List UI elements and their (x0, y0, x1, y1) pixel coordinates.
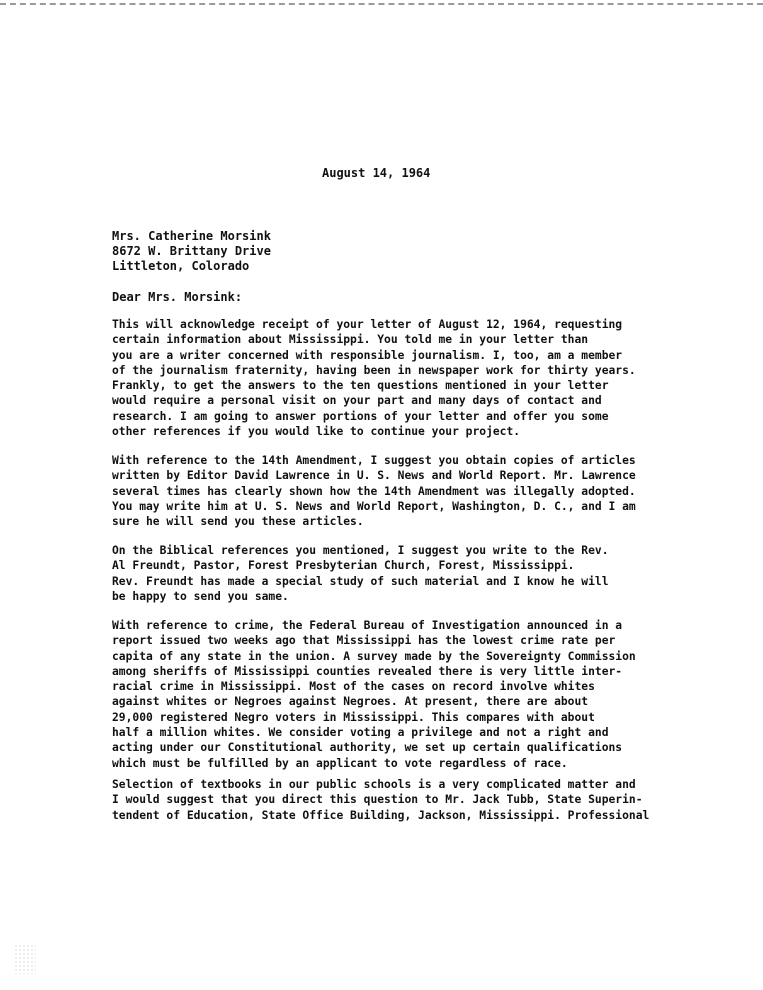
recipient-address (112, 229, 271, 274)
text-line: racial crime in Mississippi. Most of the cases on record involve whites (112, 680, 595, 694)
recipient-city: Littleton, Colorado (112, 259, 250, 273)
paragraph-textbooks (112, 777, 649, 823)
text-line: written by Editor David Lawrence in U. S. News and World Report. Mr. Lawrence (112, 469, 636, 483)
text-line: research. I am going to answer portions of your letter and offer you some (112, 409, 609, 423)
text-line: against whites or Negroes against Negroes. At present, there are about (112, 695, 589, 709)
text-line: certain information about Mississippi. You told me in your letter than (112, 333, 589, 347)
text-line: This will acknowledge receipt of your letter of August 12, 1964, requesting (112, 318, 623, 331)
text-line: be happy to send you same. (112, 589, 289, 603)
paragraph-acknowledgement (112, 317, 636, 439)
text-line: With reference to the 14th Amendment, I suggest you obtain copies of articles (112, 454, 636, 467)
text-line: acting under our Constitutional authority, we set up certain qualifications (112, 741, 623, 755)
text-line: you are a writer concerned with responsible journalism. I, too, am a member (112, 348, 623, 362)
text-line: Selection of textbooks in our public schools is a very complicated matter and (112, 778, 636, 791)
text-line: 29,000 registered Negro voters in Mississippi. This compares with about (112, 710, 595, 724)
text-line: Rev. Freundt has made a special study of such material and I know he will (112, 574, 609, 588)
text-line: of the journalism fraternity, having been in newspaper work for thirty years. (112, 363, 636, 377)
text-line: sure he will send you these articles. (112, 515, 364, 529)
page-top-edge (0, 0, 763, 5)
paragraph-biblical-references (112, 543, 609, 604)
text-line: half a million whites. We consider voting a privilege and not a right and (112, 726, 609, 740)
text-line: several times has clearly shown how the 14th Amendment was illegally adopted. (112, 484, 636, 498)
letter-date: August 14, 1964 (322, 166, 431, 180)
text-line: which must be fulfilled by an applicant to vote regardless of race. (112, 756, 568, 770)
recipient-street: 8672 W. Brittany Drive (112, 244, 271, 258)
text-line: Al Freundt, Pastor, Forest Presbyterian Church, Forest, Mississippi. (112, 559, 575, 573)
recipient-name: Mrs. Catherine Morsink (112, 229, 271, 243)
scan-noise (14, 944, 36, 974)
text-line: capita of any state in the union. A survey made by the Sovereignty Commission (112, 649, 636, 663)
text-line: I would suggest that you direct this question to Mr. Jack Tubb, State Superin- (112, 793, 643, 807)
text-line: would require a personal visit on your part and many days of contact and (112, 394, 602, 408)
text-line: report issued two weeks ago that Mississippi has the lowest crime rate per (112, 634, 616, 648)
text-line: tendent of Education, State Office Building, Jackson, Mississippi. Professional (112, 808, 650, 822)
paragraph-crime (112, 618, 636, 771)
text-line: among sheriffs of Mississippi counties revealed there is very little inter- (112, 664, 623, 678)
text-line: other references if you would like to continue your project. (112, 425, 521, 439)
text-line: On the Biblical references you mentioned, I suggest you write to the Rev. (112, 544, 609, 557)
text-line: You may write him at U. S. News and World Report, Washington, D. C., and I am (112, 499, 636, 513)
text-line: With reference to crime, the Federal Bureau of Investigation announced in a (112, 619, 623, 632)
text-line: Frankly, to get the answers to the ten questions mentioned in your letter (112, 379, 609, 393)
paragraph-14th-amendment (112, 453, 636, 529)
salutation: Dear Mrs. Morsink: (112, 290, 243, 304)
